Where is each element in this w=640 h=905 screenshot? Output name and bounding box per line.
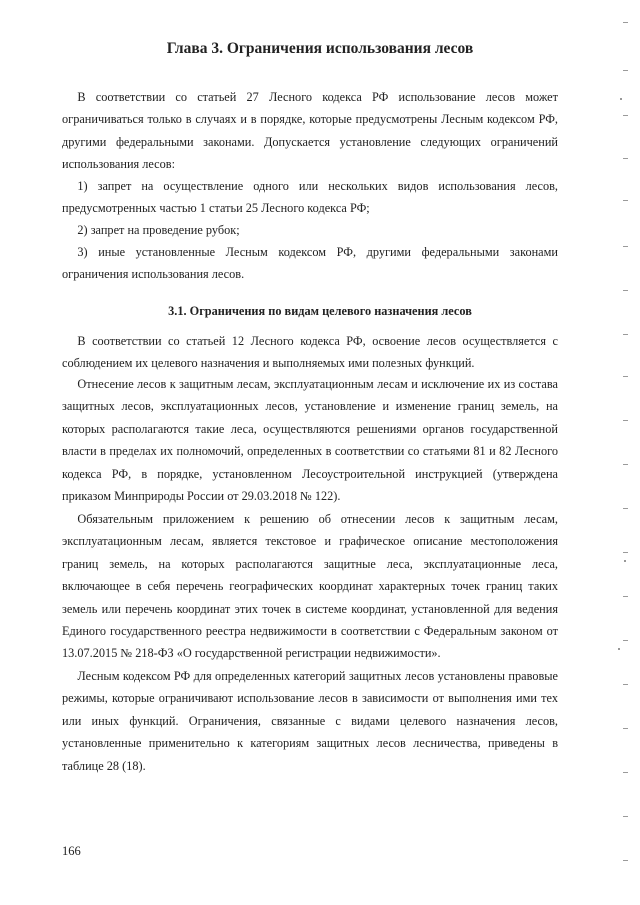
page-number: 166 [62,844,81,858]
paragraph-2: Отнесение лесов к защитным лесам, эксплуатационным лесам и исключение их из состава защитных лесов, эксплуатационных лесов, установление и изменение границ земель, на которых располагаются такие леса, осуществляются решениями органов государственной власти в пределах их полномочий, определенных в соответствии со статьями 81 и 82 Лесного кодекса РФ, в порядке, установленном Лесоустроительной инструкцией (утверждена приказом Минприроды России от 29.03.2018 № 122). [62,377,558,504]
paragraph-1: В соответствии со статьей 12 Лесного кодекса РФ, освоение лесов осуществляется с соблюдением их целевого назначения и выполняемых ими полезных функций. [62,334,558,371]
binding-margin-marks [610,0,640,905]
paragraph-3: Обязательным приложением к решению об отнесении лесов к защитным лесам, эксплуатационным лесам, является текстовое и графическое описание местоположения границ земель, на которых располагаются защитные леса, эксплуатационные леса, включающее в себя перечень географических координат характерных точек границ таких земель или перечень координат этих точек в системе координат, установленной для ведения Единого государственного реестра недвижимости в соответствии с Федеральным законом от 13.07.2015 № 218-ФЗ «О государственной регистрации недвижимости». [62,512,558,661]
section-title: 3.1. Ограничения по видам целевого назначения лесов [168,304,472,318]
list-item-1: 1) запрет на осуществление одного или нескольких видов использования лесов, предусмотренных частью 1 статьи 25 Лесного кодекса РФ; [62,179,558,216]
paragraph-4: Лесным кодексом РФ для определенных категорий защитных лесов установлены правовые режимы, которые ограничивают использование лесов в зависимости от выполнения ими тех или иных функций. Ограничения, связанные с видами целевого назначения лесов, установленные применительно к категориям защитных лесов лесничества, приведены в таблице 28 (18). [62,669,558,773]
list-item-3: 3) иные установленные Лесным кодексом РФ, другими федеральными законами ограничения использования лесов. [62,245,558,282]
list-item-2: 2) запрет на проведение рубок; [77,223,240,237]
intro-paragraph: В соответствии со статьей 27 Лесного кодекса РФ использование лесов может ограничиваться только в случаях и в порядке, которые предусмотрены Лесным кодексом РФ, другими федеральными законами. Допускается установление следующих ограничений использования лесов: [62,90,558,172]
chapter-title: Глава 3. Ограничения использования лесов [166,40,474,57]
